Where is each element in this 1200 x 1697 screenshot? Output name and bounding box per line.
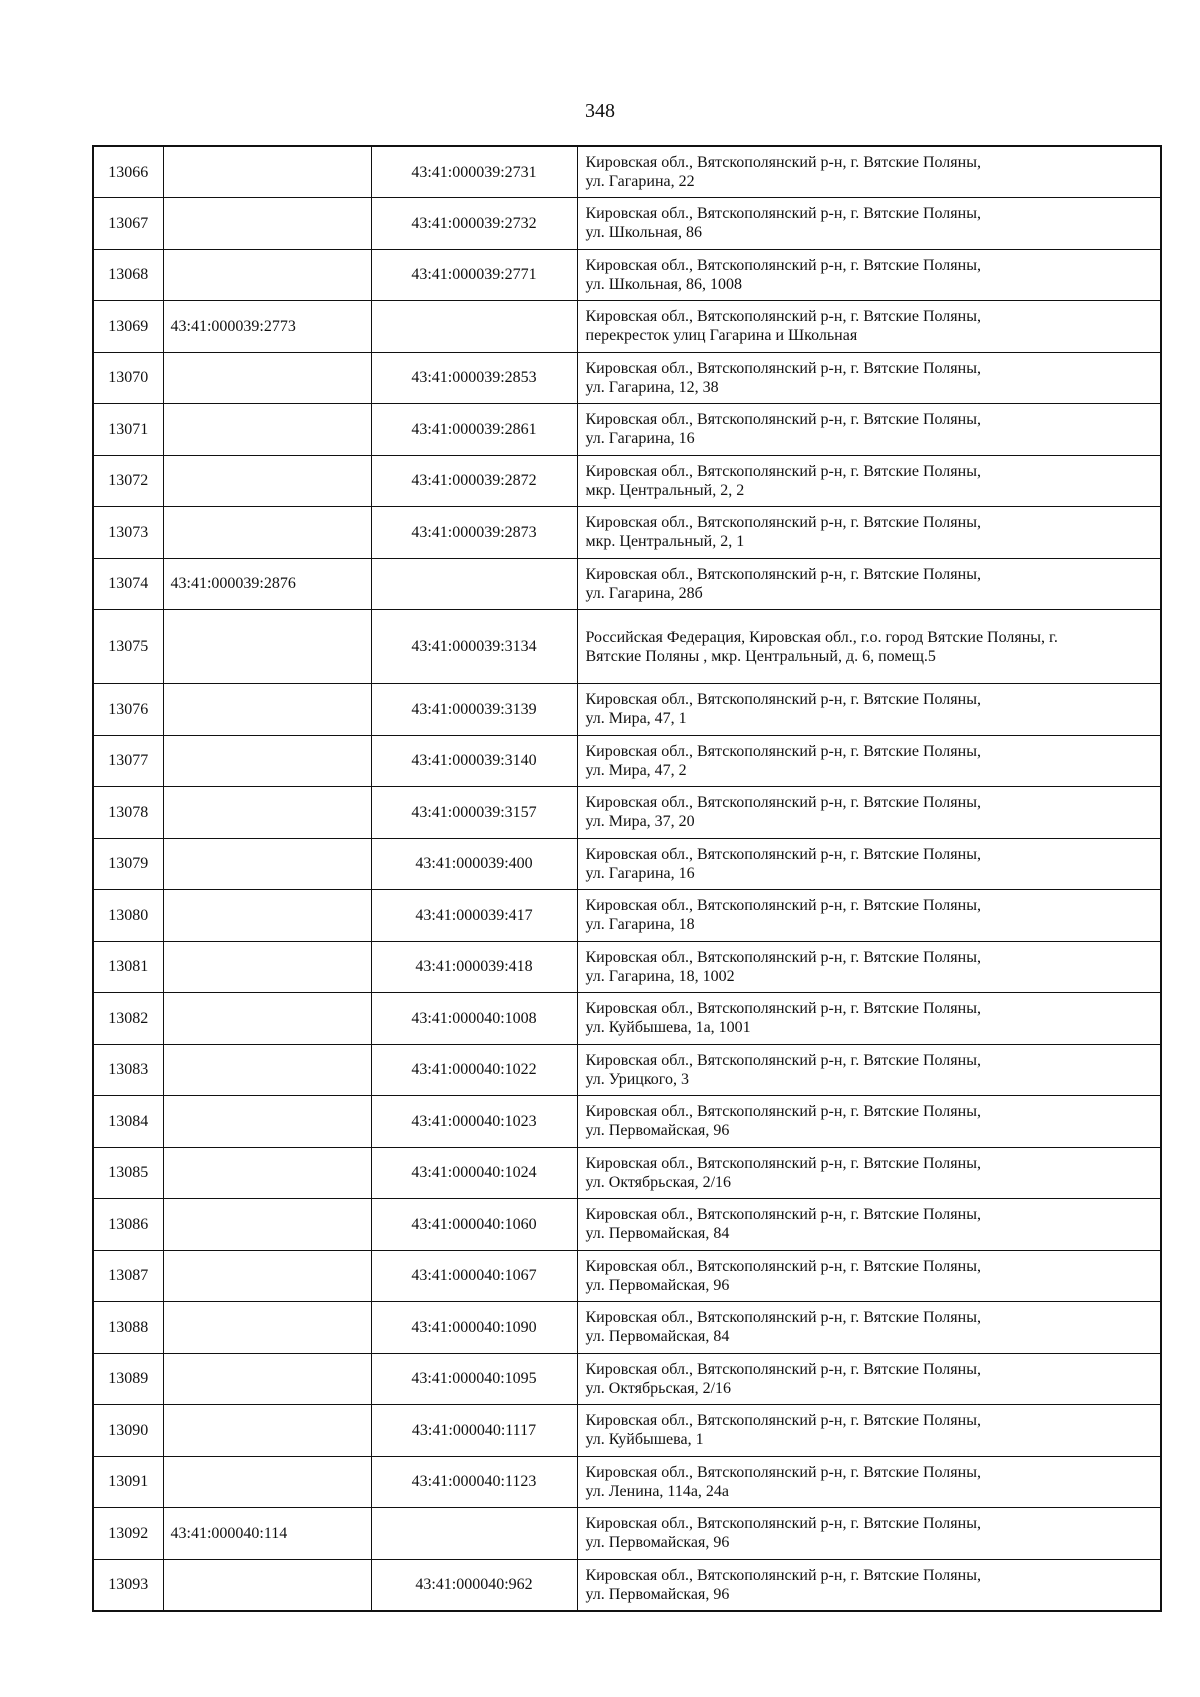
parent-cadastral-number-cell bbox=[163, 146, 371, 198]
parent-cadastral-number-cell bbox=[163, 1353, 371, 1405]
address-cell bbox=[577, 301, 1161, 353]
cadastral-number: 43:41:000039:2731 bbox=[411, 163, 537, 181]
cadastral-number: 43:41:000039:3134 bbox=[411, 638, 537, 655]
address-line-2: ул. Гагарина, 22 bbox=[585, 173, 695, 190]
cadastral-number: 43:41:000039:2873 bbox=[411, 523, 537, 541]
cadastral-number: 43:41:000039:2853 bbox=[411, 369, 537, 387]
address-line-1: Кировская обл., Вятскополянский р-н, г. Вятские Поляны, bbox=[585, 1360, 981, 1378]
table-row bbox=[93, 610, 1161, 684]
cadastral-number-cell bbox=[371, 1456, 577, 1508]
address-line-2: ул. Школьная, 86 bbox=[585, 224, 702, 242]
record-number: 13069 bbox=[108, 317, 149, 335]
cadastral-number-cell bbox=[371, 507, 577, 559]
address-cell bbox=[577, 1508, 1161, 1560]
table-row bbox=[93, 993, 1161, 1045]
address-line-2: ул. Куйбышева, 1 bbox=[585, 1431, 704, 1449]
address-line-2: ул. Мира, 47, 2 bbox=[585, 761, 687, 779]
register-body bbox=[93, 146, 1161, 1611]
record-number: 13089 bbox=[108, 1370, 149, 1388]
cadastral-number-cell bbox=[371, 838, 577, 890]
table-row bbox=[93, 146, 1161, 198]
cadastral-number: 43:41:000040:1117 bbox=[411, 1421, 537, 1439]
parent-cadastral-number-cell bbox=[163, 198, 371, 250]
record-number: 13078 bbox=[108, 803, 149, 821]
address-line-2: ул. Первомайская, 96 bbox=[585, 1534, 730, 1552]
address-line-1: Кировская обл., Вятскополянский р-н, г. Вятские Поляны, bbox=[585, 154, 981, 171]
cadastral-number: 43:41:000039:3157 bbox=[411, 803, 537, 821]
parent-cadastral-number-cell bbox=[163, 787, 371, 839]
parent-cadastral-number-cell bbox=[163, 838, 371, 890]
record-number: 13088 bbox=[108, 1318, 149, 1336]
record-number: 13073 bbox=[108, 523, 149, 541]
address-cell bbox=[577, 1456, 1161, 1508]
record-number: 13082 bbox=[108, 1009, 149, 1027]
address-cell bbox=[577, 735, 1161, 787]
parent-cadastral-number-cell bbox=[163, 1250, 371, 1302]
record-number: 13072 bbox=[108, 472, 149, 490]
parent-cadastral-number-cell bbox=[163, 1302, 371, 1354]
address-line-1: Кировская обл., Вятскополянский р-н, г. Вятские Поляны, bbox=[585, 256, 981, 274]
address-line-1: Кировская обл., Вятскополянский р-н, г. Вятские Поляны, bbox=[585, 205, 981, 223]
address-cell bbox=[577, 610, 1161, 684]
cadastral-number-cell bbox=[371, 787, 577, 839]
record-number-cell bbox=[93, 735, 163, 787]
address-cell bbox=[577, 558, 1161, 610]
table-row bbox=[93, 1250, 1161, 1302]
record-number-cell bbox=[93, 787, 163, 839]
record-number-cell bbox=[93, 507, 163, 559]
cadastral-number: 43:41:000040:1008 bbox=[411, 1009, 537, 1027]
address-line-1: Кировская обл., Вятскополянский р-н, г. Вятские Поляны, bbox=[585, 691, 981, 709]
cadastral-number: 43:41:000040:1123 bbox=[411, 1473, 537, 1491]
cadastral-register-table bbox=[92, 145, 1162, 1612]
parent-cadastral-number-cell bbox=[163, 610, 371, 684]
record-number: 13068 bbox=[108, 266, 149, 284]
record-number: 13081 bbox=[108, 958, 149, 976]
table-row bbox=[93, 249, 1161, 301]
cadastral-number: 43:41:000039:2732 bbox=[411, 214, 537, 232]
address-cell bbox=[577, 249, 1161, 301]
table-row bbox=[93, 1199, 1161, 1251]
parent-cadastral-number-cell bbox=[163, 1559, 371, 1611]
record-number-cell bbox=[93, 1353, 163, 1405]
cadastral-number-cell bbox=[371, 198, 577, 250]
table-row bbox=[93, 684, 1161, 736]
parent-cadastral-number-cell bbox=[163, 404, 371, 456]
address-line-2: ул. Мира, 37, 20 bbox=[585, 813, 695, 831]
record-number-cell bbox=[93, 1250, 163, 1302]
cadastral-number-cell bbox=[371, 1250, 577, 1302]
cadastral-number-cell bbox=[371, 735, 577, 787]
record-number-cell bbox=[93, 1044, 163, 1096]
record-number: 13091 bbox=[108, 1473, 149, 1491]
record-number: 13092 bbox=[108, 1524, 149, 1542]
parent-cadastral-number-cell bbox=[163, 1199, 371, 1251]
parent-cadastral-number-cell bbox=[163, 1044, 371, 1096]
address-line-2: ул. Ленина, 114а, 24а bbox=[585, 1482, 730, 1500]
address-line-2: мкр. Центральный, 2, 2 bbox=[585, 481, 745, 499]
table-row bbox=[93, 890, 1161, 942]
cadastral-number: 43:41:000040:1060 bbox=[411, 1215, 537, 1233]
record-number-cell bbox=[93, 1096, 163, 1148]
cadastral-number: 43:41:000040:1095 bbox=[411, 1370, 537, 1388]
cadastral-number: 43:41:000040:1067 bbox=[411, 1267, 537, 1285]
address-line-1: Кировская обл., Вятскополянский р-н, г. Вятские Поляны, bbox=[585, 845, 981, 863]
address-cell bbox=[577, 941, 1161, 993]
address-line-2: ул. Октябрьская, 2/16 bbox=[585, 1173, 732, 1191]
cadastral-number: 43:41:000039:400 bbox=[415, 855, 533, 873]
parent-cadastral-number-cell bbox=[163, 352, 371, 404]
address-line-1: Кировская обл., Вятскополянский р-н, г. Вятские Поляны, bbox=[585, 308, 981, 326]
address-cell bbox=[577, 198, 1161, 250]
record-number: 13080 bbox=[108, 906, 149, 924]
address-line-1: Российская Федерация, Кировская обл., г.о. город Вятские Поляны, г. bbox=[585, 628, 1058, 646]
parent-cadastral-number-cell bbox=[163, 1405, 371, 1457]
cadastral-number-cell bbox=[371, 404, 577, 456]
cadastral-number-cell bbox=[371, 1096, 577, 1148]
address-line-1: Кировская обл., Вятскополянский р-н, г. Вятские Поляны, bbox=[585, 359, 981, 377]
record-number-cell bbox=[93, 941, 163, 993]
address-line-2: ул. Гагарина, 18 bbox=[585, 916, 695, 934]
address-cell bbox=[577, 1405, 1161, 1457]
record-number-cell bbox=[93, 1199, 163, 1251]
address-line-1: Кировская обл., Вятскополянский р-н, г. Вятские Поляны, bbox=[585, 948, 981, 966]
address-cell bbox=[577, 352, 1161, 404]
record-number-cell bbox=[93, 1508, 163, 1560]
address-cell bbox=[577, 507, 1161, 559]
table-row bbox=[93, 352, 1161, 404]
cadastral-number-cell bbox=[371, 1559, 577, 1611]
address-cell bbox=[577, 404, 1161, 456]
parent-cadastral-number-cell bbox=[163, 249, 371, 301]
address-cell bbox=[577, 1199, 1161, 1251]
address-line-1: Кировская обл., Вятскополянский р-н, г. Вятские Поляны, bbox=[585, 1463, 981, 1481]
table-row bbox=[93, 1508, 1161, 1560]
parent-cadastral-number-cell bbox=[163, 735, 371, 787]
cadastral-number-cell bbox=[371, 1044, 577, 1096]
cadastral-number-cell bbox=[371, 890, 577, 942]
address-line-1: Кировская обл., Вятскополянский р-н, г. Вятские Поляны, bbox=[585, 1154, 981, 1172]
cadastral-number-cell bbox=[371, 941, 577, 993]
record-number-cell bbox=[93, 249, 163, 301]
record-number: 13084 bbox=[108, 1112, 149, 1130]
table-row bbox=[93, 455, 1161, 507]
address-line-1: Кировская обл., Вятскополянский р-н, г. Вятские Поляны, bbox=[585, 514, 981, 532]
table-row bbox=[93, 787, 1161, 839]
cadastral-number: 43:41:000040:1024 bbox=[411, 1164, 537, 1182]
record-number: 13077 bbox=[108, 752, 149, 770]
parent-cadastral-number-cell bbox=[163, 941, 371, 993]
record-number: 13067 bbox=[108, 214, 149, 232]
address-line-1: Кировская обл., Вятскополянский р-н, г. Вятские Поляны, bbox=[585, 565, 981, 583]
address-line-2: ул. Первомайская, 96 bbox=[585, 1585, 730, 1603]
address-line-2: мкр. Центральный, 2, 1 bbox=[585, 533, 745, 551]
table-row bbox=[93, 198, 1161, 250]
address-line-1: Кировская обл., Вятскополянский р-н, г. Вятские Поляны, bbox=[585, 1206, 981, 1224]
table-row bbox=[93, 507, 1161, 559]
cadastral-number: 43:41:000040:962 bbox=[415, 1576, 533, 1593]
record-number: 13090 bbox=[108, 1421, 149, 1439]
record-number-cell bbox=[93, 838, 163, 890]
record-number-cell bbox=[93, 301, 163, 353]
parent-cadastral-number-cell bbox=[163, 1096, 371, 1148]
cadastral-number-cell bbox=[371, 993, 577, 1045]
record-number: 13071 bbox=[108, 420, 149, 438]
address-line-1: Кировская обл., Вятскополянский р-н, г. Вятские Поляны, bbox=[585, 794, 981, 812]
address-line-1: Кировская обл., Вятскополянский р-н, г. Вятские Поляны, bbox=[585, 1051, 981, 1069]
address-line-1: Кировская обл., Вятскополянский р-н, г. Вятские Поляны, bbox=[585, 411, 981, 429]
address-line-2: ул. Гагарина, 16 bbox=[585, 430, 695, 448]
record-number-cell bbox=[93, 455, 163, 507]
address-line-2: ул. Гагарина, 18, 1002 bbox=[585, 967, 735, 985]
address-line-1: Кировская обл., Вятскополянский р-н, г. Вятские Поляны, bbox=[585, 462, 981, 480]
record-number-cell bbox=[93, 1147, 163, 1199]
cadastral-number-cell bbox=[371, 1508, 577, 1560]
parent-cadastral-number: 43:41:000039:2773 bbox=[170, 317, 296, 335]
record-number: 13066 bbox=[108, 163, 149, 181]
cadastral-number: 43:41:000040:1022 bbox=[411, 1061, 537, 1079]
cadastral-number-cell bbox=[371, 249, 577, 301]
parent-cadastral-number-cell bbox=[163, 558, 371, 610]
parent-cadastral-number: 43:41:000039:2876 bbox=[170, 575, 296, 593]
cadastral-number-cell bbox=[371, 1147, 577, 1199]
parent-cadastral-number-cell bbox=[163, 301, 371, 353]
address-cell bbox=[577, 1559, 1161, 1611]
parent-cadastral-number-cell bbox=[163, 1456, 371, 1508]
address-line-2: ул. Первомайская, 96 bbox=[585, 1122, 730, 1140]
address-line-1: Кировская обл., Вятскополянский р-н, г. Вятские Поляны, bbox=[585, 897, 981, 915]
cadastral-number: 43:41:000039:2861 bbox=[411, 420, 537, 438]
parent-cadastral-number-cell bbox=[163, 1508, 371, 1560]
record-number: 13075 bbox=[108, 638, 149, 655]
record-number: 13087 bbox=[108, 1267, 149, 1285]
record-number: 13093 bbox=[108, 1576, 149, 1593]
record-number-cell bbox=[93, 890, 163, 942]
address-line-2: ул. Мира, 47, 1 bbox=[585, 710, 687, 728]
address-cell bbox=[577, 1044, 1161, 1096]
record-number-cell bbox=[93, 558, 163, 610]
address-line-1: Кировская обл., Вятскополянский р-н, г. Вятские Поляны, bbox=[585, 1412, 981, 1430]
cadastral-number: 43:41:000040:1023 bbox=[411, 1112, 537, 1130]
parent-cadastral-number-cell bbox=[163, 455, 371, 507]
address-line-2: ул. Куйбышева, 1а, 1001 bbox=[585, 1019, 751, 1037]
address-line-2: ул. Октябрьская, 2/16 bbox=[585, 1379, 732, 1397]
address-cell bbox=[577, 1353, 1161, 1405]
address-cell bbox=[577, 146, 1161, 198]
address-line-2: перекресток улиц Гагарина и Школьная bbox=[585, 327, 858, 345]
cadastral-number-cell bbox=[371, 558, 577, 610]
address-line-2: ул. Гагарина, 12, 38 bbox=[585, 378, 719, 396]
cadastral-number: 43:41:000039:3140 bbox=[411, 752, 537, 770]
parent-cadastral-number: 43:41:000040:114 bbox=[170, 1524, 288, 1542]
address-line-1: Кировская обл., Вятскополянский р-н, г. Вятские Поляны, bbox=[585, 1515, 981, 1533]
parent-cadastral-number-cell bbox=[163, 993, 371, 1045]
record-number-cell bbox=[93, 198, 163, 250]
address-line-2: Вятские Поляны , мкр. Центральный, д. 6, помещ.5 bbox=[585, 647, 936, 665]
cadastral-number: 43:41:000039:2771 bbox=[411, 266, 537, 284]
record-number-cell bbox=[93, 146, 163, 198]
address-line-2: ул. Урицкого, 3 bbox=[585, 1070, 689, 1088]
address-line-1: Кировская обл., Вятскополянский р-н, г. Вятские Поляны, bbox=[585, 1257, 981, 1275]
address-cell bbox=[577, 787, 1161, 839]
record-number: 13085 bbox=[108, 1164, 149, 1182]
cadastral-number: 43:41:000039:3139 bbox=[411, 700, 537, 718]
record-number-cell bbox=[93, 1302, 163, 1354]
table-row bbox=[93, 1405, 1161, 1457]
address-line-2: ул. Школьная, 86, 1008 bbox=[585, 275, 742, 293]
record-number-cell bbox=[93, 1405, 163, 1457]
record-number: 13076 bbox=[108, 700, 149, 718]
record-number-cell bbox=[93, 993, 163, 1045]
table-row bbox=[93, 1353, 1161, 1405]
cadastral-number: 43:41:000040:1090 bbox=[411, 1318, 537, 1336]
cadastral-number-cell bbox=[371, 1302, 577, 1354]
cadastral-number-cell bbox=[371, 455, 577, 507]
address-cell bbox=[577, 1096, 1161, 1148]
table-row bbox=[93, 1044, 1161, 1096]
table-row bbox=[93, 1302, 1161, 1354]
parent-cadastral-number-cell bbox=[163, 684, 371, 736]
record-number: 13074 bbox=[108, 575, 149, 593]
table-row bbox=[93, 404, 1161, 456]
record-number-cell bbox=[93, 404, 163, 456]
address-cell bbox=[577, 890, 1161, 942]
record-number-cell bbox=[93, 1456, 163, 1508]
page-number: 348 bbox=[585, 100, 615, 122]
address-line-2: ул. Первомайская, 84 bbox=[585, 1328, 730, 1346]
table-row bbox=[93, 1147, 1161, 1199]
table-row bbox=[93, 735, 1161, 787]
table-row bbox=[93, 1096, 1161, 1148]
address-cell bbox=[577, 455, 1161, 507]
parent-cadastral-number-cell bbox=[163, 1147, 371, 1199]
record-number-cell bbox=[93, 684, 163, 736]
table-row bbox=[93, 558, 1161, 610]
cadastral-number-cell bbox=[371, 610, 577, 684]
cadastral-number-cell bbox=[371, 146, 577, 198]
cadastral-number-cell bbox=[371, 1199, 577, 1251]
address-cell bbox=[577, 1250, 1161, 1302]
address-line-2: ул. Первомайская, 96 bbox=[585, 1276, 730, 1294]
address-cell bbox=[577, 684, 1161, 736]
address-line-1: Кировская обл., Вятскополянский р-н, г. Вятские Поляны, bbox=[585, 1000, 981, 1018]
cadastral-number-cell bbox=[371, 352, 577, 404]
address-cell bbox=[577, 1302, 1161, 1354]
address-line-2: ул. Гагарина, 16 bbox=[585, 864, 695, 882]
parent-cadastral-number-cell bbox=[163, 890, 371, 942]
record-number-cell bbox=[93, 352, 163, 404]
cadastral-number-cell bbox=[371, 684, 577, 736]
cadastral-number-cell bbox=[371, 1405, 577, 1457]
parent-cadastral-number-cell bbox=[163, 507, 371, 559]
address-cell bbox=[577, 838, 1161, 890]
table-row bbox=[93, 301, 1161, 353]
address-cell bbox=[577, 1147, 1161, 1199]
cadastral-number: 43:41:000039:2872 bbox=[411, 472, 537, 490]
address-line-1: Кировская обл., Вятскополянский р-н, г. Вятские Поляны, bbox=[585, 742, 981, 760]
record-number: 13070 bbox=[108, 369, 149, 387]
address-line-1: Кировская обл., Вятскополянский р-н, г. Вятские Поляны, bbox=[585, 1566, 981, 1584]
address-line-1: Кировская обл., Вятскополянский р-н, г. Вятские Поляны, bbox=[585, 1309, 981, 1327]
table-row bbox=[93, 1559, 1161, 1611]
cadastral-number: 43:41:000039:417 bbox=[415, 906, 533, 924]
record-number: 13086 bbox=[108, 1215, 149, 1233]
address-line-1: Кировская обл., Вятскополянский р-н, г. Вятские Поляны, bbox=[585, 1103, 981, 1121]
address-cell bbox=[577, 993, 1161, 1045]
record-number-cell bbox=[93, 610, 163, 684]
record-number: 13083 bbox=[108, 1061, 149, 1079]
address-line-2: ул. Первомайская, 84 bbox=[585, 1225, 730, 1243]
table-row bbox=[93, 941, 1161, 993]
cadastral-number-cell bbox=[371, 1353, 577, 1405]
cadastral-number: 43:41:000039:418 bbox=[415, 958, 533, 976]
table-row bbox=[93, 838, 1161, 890]
record-number: 13079 bbox=[108, 855, 149, 873]
cadastral-number-cell bbox=[371, 301, 577, 353]
record-number-cell bbox=[93, 1559, 163, 1611]
table-row bbox=[93, 1456, 1161, 1508]
address-line-2: ул. Гагарина, 28б bbox=[585, 584, 703, 602]
